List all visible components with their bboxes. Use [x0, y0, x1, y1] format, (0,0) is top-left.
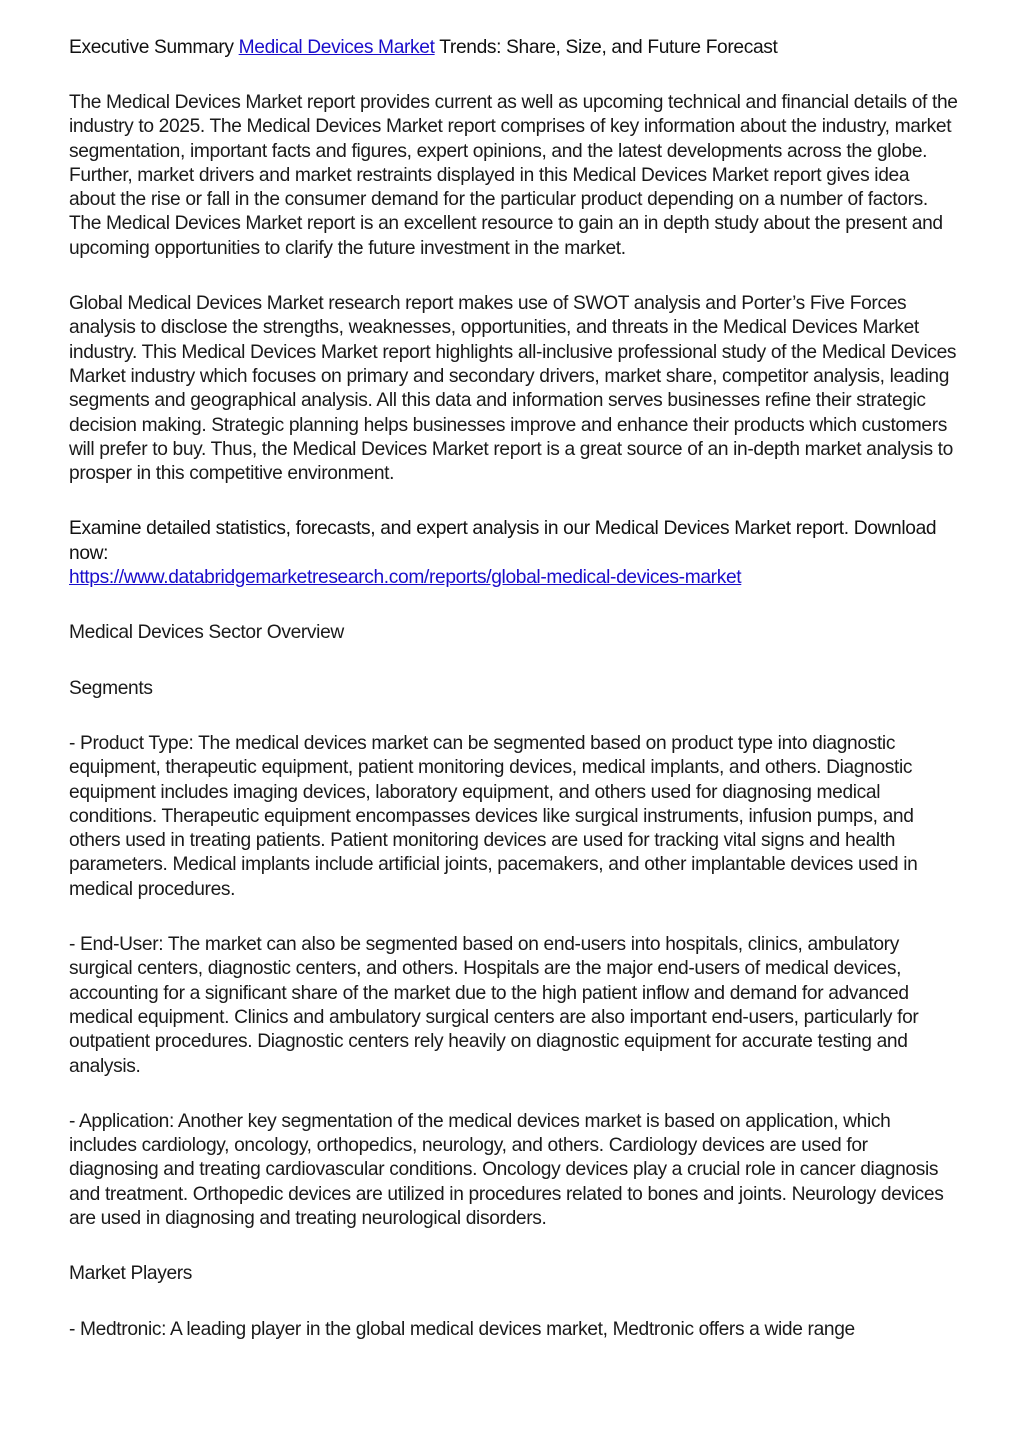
segment-end-user: - End-User: The market can also be segmented based on end-users into hospitals, clinics, ambulatory surgical centers, diagnostic centers, and others. Hospitals are the major end-users of medical devices, accounting for a significant share of the market due to the high patient inflow and demand for advanced medical equipment. Clinics and ambulatory surgical centers are also important end-users, particularly for outpatient procedures. Diagnostic centers rely heavily on diagnostic equipment for accurate testing and analysis.: [69, 934, 919, 1077]
title-link[interactable]: Medical Devices Market: [238, 37, 435, 58]
swot-paragraph: Global Medical Devices Market research report makes use of SWOT analysis and Porter’s Five Forces analysis to disclose the strengths, weaknesses, opportunities, and threats in the Medical Devices Market industry. This Medical Devices Market report highlights all-inclusive professional study of the Medical Devices Market industry which focuses on primary and secondary drivers, market share, competitor analysis, leading segments and geographical analysis. All this data and information serves businesses refine their strategic decision making. Strategic planning helps businesses improve and enhance their products which customers will prefer to buy. Thus, the Medical Devices Market report is a great source of an in-depth market analysis to prosper in this competitive environment.: [69, 293, 957, 485]
segment-application: - Application: Another key segmentation of the medical devices market is based on application, which includes cardiology, oncology, orthopedics, neurology, and others. Cardiology devices are used for diagnosing and treating cardiovascular conditions. Oncology devices play a crucial role in cancer diagnosis and treatment. Orthopedic devices are utilized in procedures related to bones and joints. Neurology devices are used in diagnosing and treating neurological disorders.: [69, 1110, 944, 1229]
title-prefix: Executive Summary: [69, 37, 239, 58]
market-player-medtronic: - Medtronic: A leading player in the global medical devices market, Medtronic offers a wide range: [69, 1318, 855, 1340]
market-players-heading: Market Players: [69, 1263, 193, 1285]
title-suffix: Trends: Share, Size, and Future Forecast: [434, 37, 778, 58]
document-page: [69, 36, 959, 1373]
download-cta: [69, 517, 959, 590]
segments-heading: Segments: [69, 677, 153, 699]
cta-text: Examine detailed statistics, forecasts, and expert analysis in our Medical Devices Market report. Download now:: [69, 518, 937, 564]
report-link[interactable]: https://www.databridgemarketresearch.com/reports/global-medical-devices-market: [69, 567, 742, 589]
sector-overview-heading: Medical Devices Sector Overview: [69, 622, 344, 644]
document-title: [69, 36, 959, 60]
segment-product-type: - Product Type: The medical devices market can be segmented based on product type into diagnostic equipment, therapeutic equipment, patient monitoring devices, medical implants, and others. Diagnostic equipment includes imaging devices, laboratory equipment, and others used for diagnosing medical conditions. Therapeutic equipment encompasses devices like surgical instruments, infusion pumps, and others used in treating patients. Patient monitoring devices are used for tracking vital signs and health parameters. Medical implants include artificial joints, pacemakers, and other implantable devices used in medical procedures.: [69, 732, 918, 900]
intro-paragraph: The Medical Devices Market report provides current as well as upcoming technical and financial details of the industry to 2025. The Medical Devices Market report comprises of key information about the industry, market segmentation, important facts and figures, expert opinions, and the latest developments across the globe. Further, market drivers and market restraints displayed in this Medical Devices Market report gives idea about the rise or fall in the consumer demand for the particular product depending on a number of factors. The Medical Devices Market report is an excellent resource to gain an in depth study about the present and upcoming opportunities to clarify the future investment in the market.: [69, 92, 958, 259]
